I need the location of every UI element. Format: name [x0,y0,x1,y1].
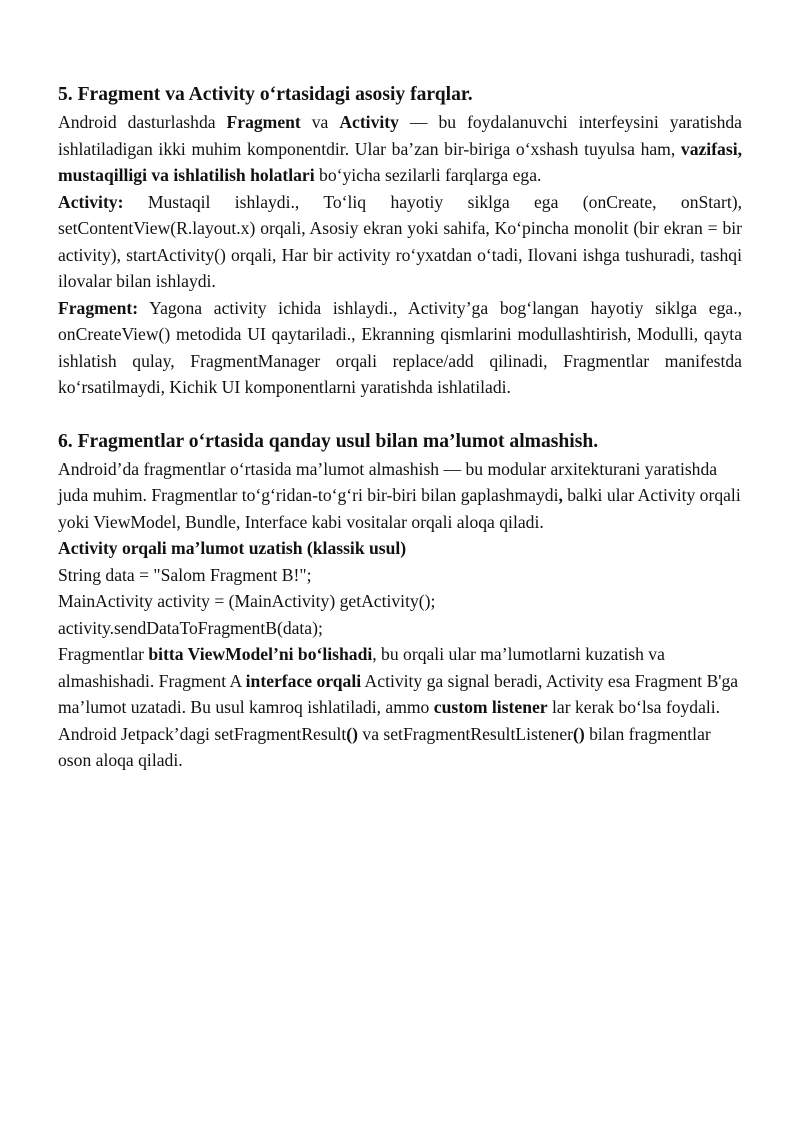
fragment-label: Fragment: [58,297,139,318]
section-6-subheading [58,535,742,562]
section-5-heading: 5. Fragment va Activity o‘rtasidagi asosiy farqlar. [58,84,473,105]
code-line: MainActivity activity = (MainActivity) getActivity(); [58,591,436,611]
code-line: String data = "Salom Fragment B!"; [58,564,312,585]
activity-paragraph [58,189,742,295]
bold-term: bitta ViewModel’ni bo‘lishadi [148,644,373,664]
section-6-heading: 6. Fragmentlar o‘rtasida qanday usul bilan ma’lumot almashish. [58,430,599,452]
code-line: activity.sendDataToFragmentB(data); [58,617,323,638]
bold-term: Fragment [226,112,301,132]
fragment-text: Yagona activity ichida ishlaydi., Activity’ga bog‘langan hayotiy siklga ega., onCreateView() metodida UI qaytariladi., Ekranning qismlarini modullashtirish, Modulli, qayta ishlatish qulay, FragmentManager orqali replace/add qilinadi, Fragmentlar manifestda ko‘rsatilmaydi, Kichik UI komponentlarni yaratishda ishlatiladi. [58,297,742,397]
text-run: balki ular Activity orqali yoki ViewModel, Bundle, Interface kabi vositalar orqali aloqa qiladi. [58,485,741,532]
text-run: , bu orqali ular ma’lumotlarni kuzatish va almashishadi. Fragment A [58,644,665,691]
text-run: va setFragmentResultListener [358,723,573,744]
section-6-intro [58,456,742,536]
activity-label: Activity: [58,191,124,212]
bold-term: custom listener [433,697,548,717]
activity-text: Mustaqil ishlaydi., To‘liq hayotiy siklga ega (onCreate, onStart), setContentView(R.layout.x) orqali, Asosiy ekran yoki sahifa, Ko‘pincha monolit (bir ekran = bir activity), startActivity() orqali, Har bir activity ro‘yxatdan o‘tadi, Ilovani ishga tushuradi, tashqi ilovalar bilan ishlaydi. [58,191,742,291]
text-run: lar kerak bo‘lsa foydali. Android Jetpack’dagi setFragmentResult [58,697,721,744]
text-run: Fragmentlar [58,644,149,664]
document-page [58,80,742,774]
text-run: Android’da fragmentlar o‘rtasida ma’lumot almashish — bu modular arxitekturani yaratishda juda muhim. Fragmentlar to‘g‘ridan-to‘g‘ri bir-biri bilan gaplashmaydi [58,458,718,505]
text-run: bo‘yicha sezilarli farqlarga ega. [314,165,542,185]
code-block [58,562,742,642]
text-run: Activity ga signal beradi, Activity esa Fragment B'ga ma’lumot uzatadi. Bu usul kamroq ishlatiladi, ammo [58,670,739,717]
bold-term: interface orqali [245,670,362,691]
section-6 [58,427,742,774]
bold-term: () [572,723,585,744]
section-5-intro [58,109,742,189]
bold-term: () [346,723,358,744]
text-run: va [300,112,340,132]
fragment-paragraph [58,295,742,401]
text-run: bilan fragmentlar oson aloqa qiladi. [58,723,711,770]
subheading-text: Activity orqali ma’lumot uzatish (klassik usul) [58,538,407,558]
bold-term: Activity [339,112,399,132]
bold-term: , [558,485,563,505]
section-6-closing [58,641,742,774]
bold-term: vazifasi, mustaqilligi va ishlatilish holatlari [58,138,742,185]
text-run: — bu foydalanuvchi interfeysini yaratishda ishlatiladigan ikki muhim komponentdir. Ular ba’zan bir-biriga o‘xshash tuyulsa ham, [58,112,742,159]
text-run: Android dasturlashda [58,112,227,132]
